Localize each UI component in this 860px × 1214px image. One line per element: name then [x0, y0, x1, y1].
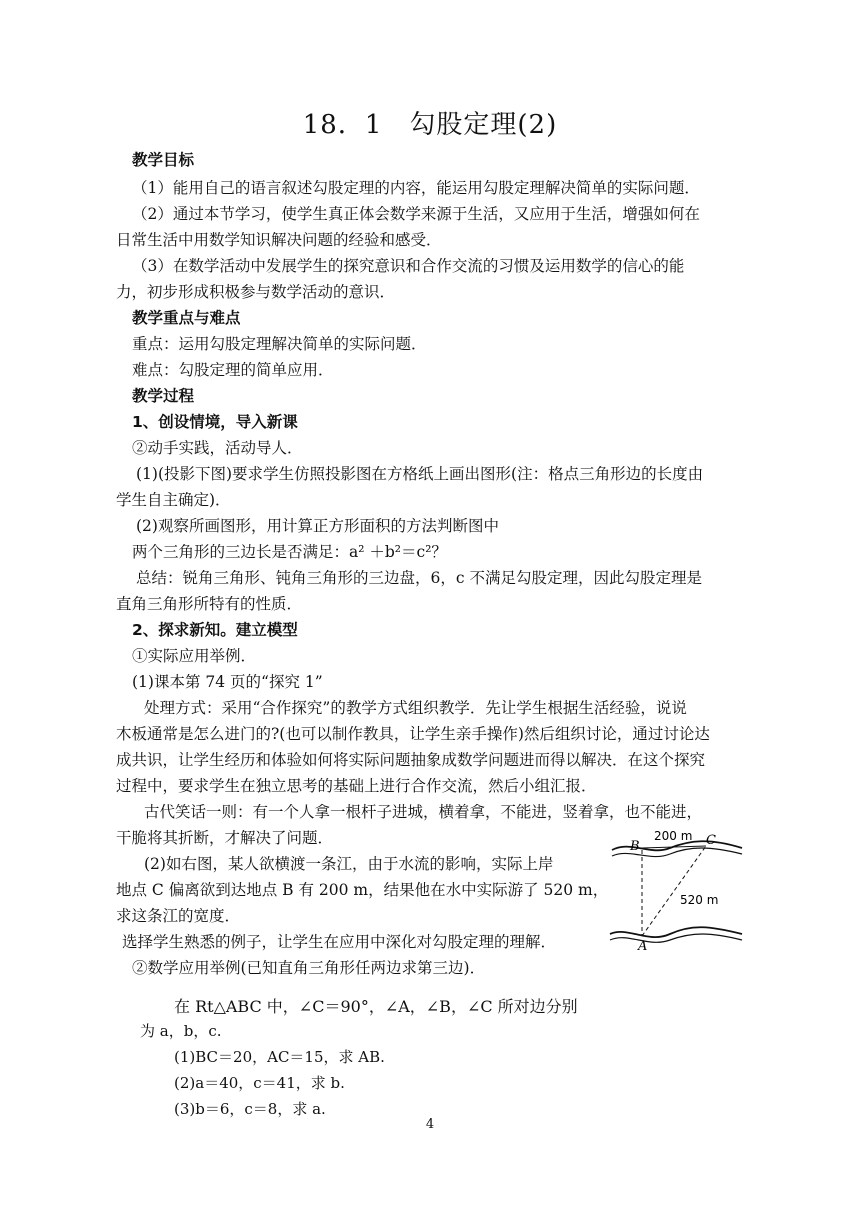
river-bank-bottom-inner	[610, 934, 742, 942]
paragraph-line: (1)课本第 74 页的“探究 1”	[132, 673, 323, 691]
paragraph-line: 求这条江的宽度．	[116, 907, 241, 925]
exercise-line: (3)b＝6，c＝8，求 a.	[174, 1100, 326, 1118]
ac-length-label: 520 m	[680, 893, 719, 907]
exercise-line: 在 Rt△ABC 中，∠C＝90°，∠A，∠B，∠C 所对边分别	[174, 997, 578, 1016]
heading-objectives: 教学目标	[132, 151, 195, 169]
point-c-label: C	[706, 833, 716, 848]
paragraph-line: （3）在数学活动中发展学生的探究意识和合作交流的习惯及运用数学的信心的能	[132, 257, 685, 275]
paragraph-line: ②动手实践，活动导人．	[132, 439, 303, 457]
paragraph-line: (1)(投影下图)要求学生仿照投影图在方格纸上画出图形(注：格点三角形边的长度由	[136, 465, 704, 483]
paragraph-line: 成共识，让学生经历和体验如何将实际问题抽象成数学问题进而得以解决．在这个探究	[116, 751, 706, 769]
paragraph-line: 力，初步形成积极参与数学活动的意识．	[116, 283, 396, 301]
paragraph-line: 木板通常是怎么进门的?(也可以制作教具，让学生亲手操作)然后组织讨论，通过讨论达	[116, 725, 710, 743]
point-a-label: A	[638, 939, 648, 952]
paragraph-line: (2)如右图，某人欲横渡一条江，由于水流的影响，实际上岸	[144, 855, 554, 873]
heading-section-2: 2、探求新知。建立模型	[132, 621, 298, 639]
paragraph-line: ②数学应用举例(已知直角三角形任两边求第三边)．	[132, 959, 486, 977]
point-b-label: B	[630, 839, 640, 854]
paragraph-line: （2）通过本节学习，使学生真正体会数学来源于生活，又应用于生活，增强如何在	[132, 205, 700, 223]
exercise-line: 为 a，b，c.	[140, 1022, 222, 1040]
bc-length-label: 200 m	[654, 829, 693, 843]
exercise-line: (2)a＝40，c＝41，求 b.	[174, 1074, 345, 1092]
paragraph-line: 处理方式：采用“合作探究”的教学方式组织教学．先让学生根据生活经验，说说	[144, 699, 687, 717]
paragraph-line: 干脆将其折断，才解决了问题．	[116, 829, 334, 847]
paragraph-line: ①实际应用举例．	[132, 647, 257, 665]
paragraph-line: （1）能用自己的语言叙述勾股定理的内容，能运用勾股定理解决简单的实际问题．	[132, 179, 700, 197]
paragraph-line: 选择学生熟悉的例子，让学生在应用中深化对勾股定理的理解．	[122, 933, 557, 951]
paragraph-line: 直角三角形所特有的性质．	[116, 595, 303, 613]
paragraph-line: 两个三角形的三边长是否满足：a² ＋b²＝c²？	[132, 543, 447, 561]
heading-section-1: 1、创设情境，导入新课	[132, 413, 298, 431]
swim-path-line	[642, 846, 706, 936]
paragraph-line: 总结：锐角三角形、钝角三角形的三边盘，6，c 不满足勾股定理，因此勾股定理是	[136, 569, 702, 587]
paragraph-line: 日常生活中用数学知识解决问题的经验和感受．	[116, 231, 442, 249]
page-number: 4	[425, 1117, 435, 1132]
paragraph-line: (2)观察所画图形，用计算正方形面积的方法判断图中	[136, 517, 499, 535]
paragraph-line: 地点 C 偏离欲到达地点 B 有 200 m，结果他在水中实际游了 520 m，	[116, 881, 609, 899]
paragraph-line: 古代笑话一则：有一个人拿一根杆子进城，横着拿，不能进，竖着拿，也不能进，	[144, 803, 703, 821]
heading-key-points: 教学重点与难点	[132, 309, 241, 327]
page-title: 18．1 勾股定理(2)	[302, 110, 558, 140]
paragraph-line: 重点：运用勾股定理解决简单的实际问题．	[132, 335, 427, 353]
paragraph-line: 过程中，要求学生在独立思考的基础上进行合作交流，然后小组汇报．	[116, 777, 597, 795]
paragraph-line: 学生自主确定)．	[116, 491, 231, 509]
river-crossing-diagram	[606, 826, 746, 952]
heading-process: 教学过程	[132, 387, 195, 405]
paragraph-line: 难点：勾股定理的简单应用．	[132, 361, 334, 379]
exercise-line: (1)BC＝20，AC＝15，求 AB.	[174, 1048, 385, 1066]
